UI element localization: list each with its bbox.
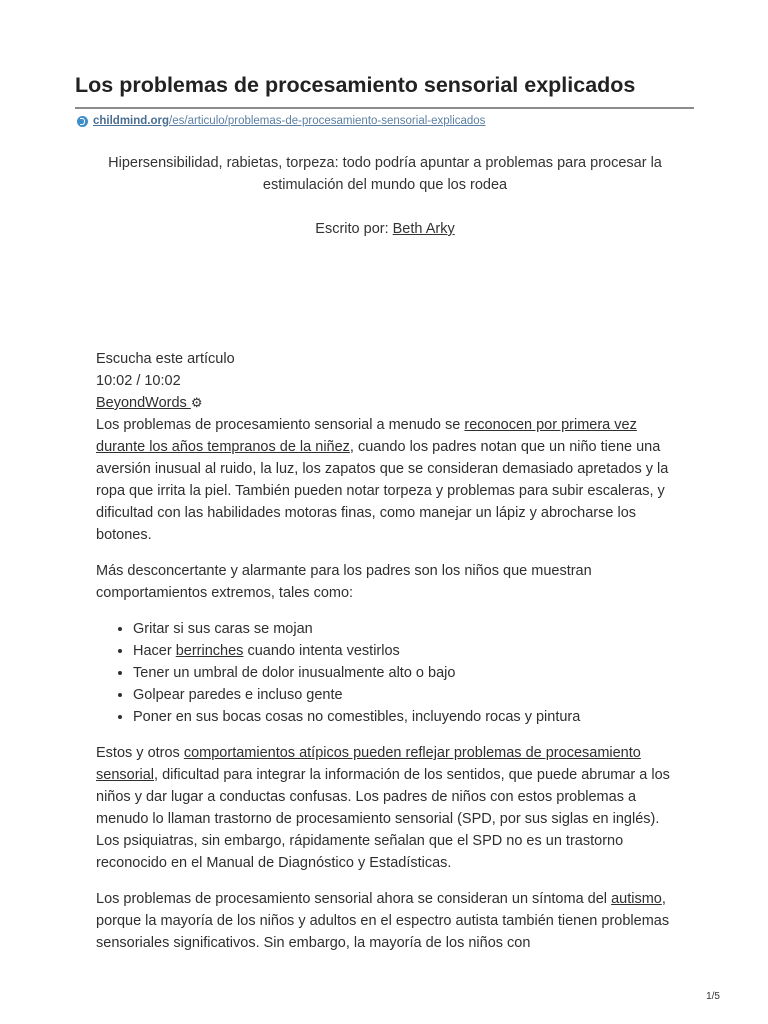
- source-url: [77, 113, 485, 129]
- article-subtitle: Hipersensibilidad, rabietas, torpeza: todo podría apuntar a problemas para procesar la estimulación del mundo que los rodea: [108, 155, 662, 193]
- list-item: • Gritar si sus caras se mojan: [133, 618, 676, 640]
- atypical-behaviors-link[interactable]: comportamientos atípicos pueden reflejar problemas de procesamiento sensorial: [96, 745, 641, 783]
- autism-link[interactable]: autismo: [611, 891, 662, 907]
- list-item: • Hacer berrinches cuando intenta vestirlos: [133, 640, 676, 662]
- tantrums-link[interactable]: berrinches: [175, 643, 244, 659]
- source-path-link-2[interactable]: problemas-de-procesamiento-sensorial-explicados: [227, 115, 486, 127]
- paragraph-3: Estos y otros comportamientos atípicos pueden reflejar problemas de procesamiento sensorial, dificultad para integrar la información de los sentidos, que puede abrumar a los niños y dar lugar a conductas confusas. Los padres de niños con estos problemas a menudo lo llaman trastorno de procesamiento sensorial (SPD, por sus siglas en inglés). Los psiquiatras, sin embargo, rápidamente señalan que el SPD no es un trastorno reconocido en el Manual de Diagnóstico y Estadísticas.: [96, 745, 670, 871]
- source-domain-link[interactable]: childmind.org: [93, 115, 170, 127]
- behavior-list: [96, 618, 676, 728]
- article-body: [96, 348, 676, 968]
- author-link[interactable]: Beth Arky: [392, 221, 455, 237]
- byline: [90, 218, 680, 240]
- source-path-link-1[interactable]: /es/articulo/: [169, 115, 228, 127]
- list-item: • Tener un umbral de dolor inusualmente alto o bajo: [133, 662, 676, 684]
- page-number: 1/5: [706, 991, 720, 1002]
- page-title: Los problemas de procesamiento sensorial explicados: [75, 73, 636, 97]
- list-item: • Golpear paredes e incluso gente: [133, 684, 676, 706]
- gear-icon[interactable]: ⚙: [190, 395, 203, 410]
- audio-provider: [96, 392, 676, 414]
- list-item: • Poner en sus bocas cosas no comestibles, incluyendo rocas y pintura: [133, 706, 676, 728]
- audio-label: Escucha este artículo: [96, 351, 235, 367]
- byline-label: Escrito por:: [315, 221, 393, 237]
- paragraph-1: Los problemas de procesamiento sensorial a menudo se reconocen por primera vez durante los años tempranos de la niñez, cuando los padres notan que un niño tiene una aversión inusual al ruido, la luz, los zapatos que se consideran demasiado apretados y la ropa que irrita la piel. También pueden notar torpeza y problemas para subir escaleras, y dificultad con las habilidades motoras finas, como manejar un lápiz y abrocharse los botones.: [96, 417, 669, 543]
- title-divider: [75, 107, 694, 109]
- beyondwords-link[interactable]: BeyondWords: [96, 395, 191, 411]
- audio-time: 10:02 / 10:02: [96, 373, 181, 389]
- link-icon: [77, 116, 88, 127]
- early-childhood-link[interactable]: reconocen por primera vez durante los años tempranos de la niñez: [96, 417, 637, 455]
- paragraph-4: Los problemas de procesamiento sensorial ahora se consideran un síntoma del autismo, porque la mayoría de los niños y adultos en el espectro autista también tienen problemas sensoriales significativos. Sin embargo, la mayoría de los niños con: [96, 891, 670, 951]
- paragraph-2: Más desconcertante y alarmante para los padres son los niños que muestran comportamientos extremos, tales como:: [96, 563, 592, 601]
